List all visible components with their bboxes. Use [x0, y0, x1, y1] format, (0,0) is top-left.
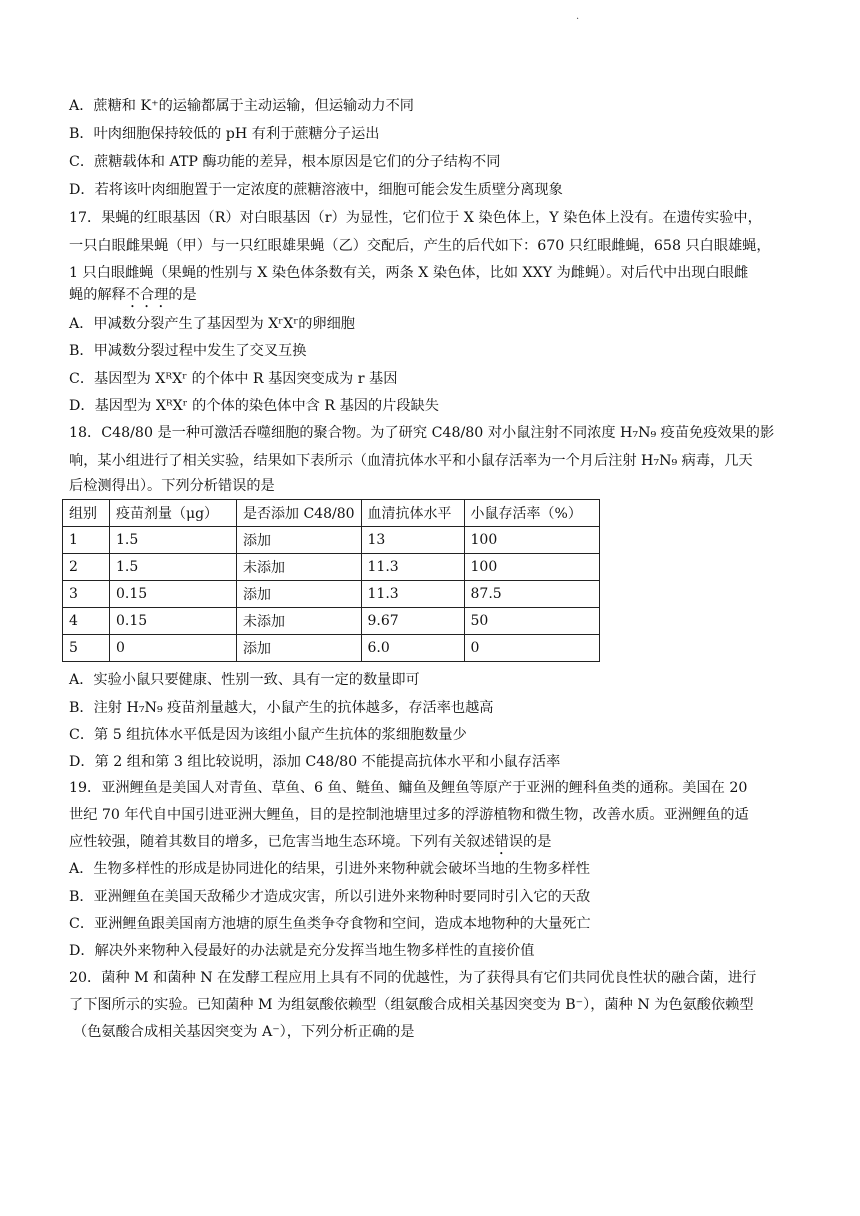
table-cell: 3	[63, 581, 110, 608]
q18-option-c: C．第 5 组抗体水平低是因为该组小鼠产生抗体的浆细胞数量少	[69, 727, 467, 743]
table-cell: 13	[361, 527, 464, 554]
table-row	[63, 635, 600, 662]
q16-option-b: B．叶肉细胞保持较低的 pH 有利于蔗糖分子运出	[69, 126, 380, 142]
q18-stem-line2: 响，某小组进行了相关实验，结果如下表所示（血清抗体水平和小鼠存活率为一个月后注射 H₇N₉ 病毒，几天	[69, 453, 753, 469]
q20-stem-line1: 20．菌种 M 和菌种 N 在发酵工程应用上具有不同的优越性，为了获得具有它们共同优良性状的融合菌，进行	[69, 970, 757, 986]
q19-option-c: C．亚洲鲤鱼跟美国南方池塘的原生鱼类争夺食物和空间，造成本地物种的大量死亡	[69, 916, 591, 932]
table-cell: 添加	[237, 581, 362, 608]
q20-stem-line2: 了下图所示的实验。已知菌种 M 为组氨酸依赖型（组氨酸合成相关基因突变为 B⁻），菌种 N 为色氨酸依赖型	[69, 997, 754, 1013]
q17-option-d: D．基因型为 XᴿXʳ 的个体的染色体中含 R 基因的片段缺失	[69, 398, 439, 414]
table-header-cell: 组别	[63, 500, 110, 527]
table-row	[63, 527, 600, 554]
table-cell: 87.5	[464, 581, 599, 608]
table-cell: 未添加	[237, 608, 362, 635]
table-cell: 50	[464, 608, 599, 635]
q17-option-a: A．甲减数分裂产生了基因型为 XʳXʳ的卵细胞	[69, 316, 355, 332]
table-cell: 5	[63, 635, 110, 662]
header-dot: ·	[576, 14, 580, 25]
table-cell: 未添加	[237, 554, 362, 581]
table-header-cell: 小鼠存活率（%）	[464, 500, 599, 527]
table-cell: 添加	[237, 527, 362, 554]
table-row	[63, 608, 600, 635]
q19-option-d: D．解决外来物种入侵最好的办法就是充分发挥当地生物多样性的直接价值	[69, 943, 535, 959]
table-cell: 0.15	[110, 608, 237, 635]
table-cell: 9.67	[361, 608, 464, 635]
q18-option-a: A．实验小鼠只要健康、性别一致、具有一定的数量即可	[69, 672, 420, 688]
table-cell: 0.15	[110, 581, 237, 608]
q19-stem-line3-post: 误的是	[508, 834, 552, 850]
table-header-cell: 血清抗体水平	[361, 500, 464, 527]
table-cell: 0	[464, 635, 599, 662]
table-cell: 1.5	[110, 554, 237, 581]
q18-stem-line3: 后检测得出）。下列分析错误的是	[69, 478, 275, 494]
table-row	[63, 581, 600, 608]
table-cell: 100	[464, 554, 599, 581]
q20-stem-line3: （色氨酸合成相关基因突变为 A⁻），下列分析正确的是	[73, 1024, 415, 1040]
table-cell: 100	[464, 527, 599, 554]
q18-results-table	[62, 499, 600, 662]
q17-option-c: C．基因型为 XᴿXʳ 的个体中 R 基因突变成为 r 基因	[69, 371, 398, 387]
q19-stem-line3-pre: 应性较强，随着其数目的增多，已危害当地生态环境。下列有关叙述	[69, 834, 495, 850]
table-cell: 1.5	[110, 527, 237, 554]
q19-option-a: A．生物多样性的形成是协同进化的结果，引进外来物种就会破坏当地的生物多样性	[69, 861, 590, 877]
table-row	[63, 554, 600, 581]
table-header-cell: 疫苗剂量（μg）	[110, 500, 237, 527]
table-cell: 添加	[237, 635, 362, 662]
q17-option-b: B．甲减数分裂过程中发生了交叉互换	[69, 343, 307, 359]
q19-stem-line2: 世纪 70 年代自中国引进亚洲大鲤鱼，目的是控制池塘里过多的浮游植物和微生物，改善水质。亚洲鲤鱼的适	[69, 807, 749, 823]
q18-stem-line1: 18．C48/80 是一种可激活吞噬细胞的聚合物。为了研究 C48/80 对小鼠注射不同浓度 H₇N₉ 疫苗免疫效果的影	[69, 425, 775, 441]
q16-option-d: D．若将该叶肉细胞置于一定浓度的蔗糖溶液中，细胞可能会发生质壁分离现象	[69, 182, 563, 198]
q19-stem-line3	[69, 832, 795, 858]
q16-option-c: C．蔗糖载体和 ATP 酶功能的差异，根本原因是它们的分子结构不同	[69, 154, 501, 170]
table-cell: 6.0	[361, 635, 464, 662]
q17-stem-line3: 1 只白眼雌蝇（果蝇的性别与 X 染色体条数有关，两条 X 染色体，比如 XXY 为雌蝇）。对后代中出现白眼雌	[69, 265, 749, 281]
table-cell: 0	[110, 635, 237, 662]
table-header-row	[63, 500, 600, 527]
q17-stem-line4-post: 的是	[168, 287, 197, 303]
q19-stem-line1: 19．亚洲鲤鱼是美国人对青鱼、草鱼、6 鱼、鲢鱼、鳙鱼及鲤鱼等原产于亚洲的鲤科鱼类的通称。美国在 20	[69, 780, 748, 796]
q17-stem-line4-pre: 蝇的解释	[69, 287, 126, 303]
table-cell: 4	[63, 608, 110, 635]
table-cell: 11.3	[361, 554, 464, 581]
q19-emphasis-text: 错	[494, 834, 509, 850]
q17-emphasis-text: 不合理	[125, 287, 169, 303]
q18-option-b: B．注射 H₇N₉ 疫苗剂量越大，小鼠产生的抗体越多，存活率也越高	[69, 700, 494, 716]
q17-stem-line1: 17．果蝇的红眼基因（R）对白眼基因（r）为显性，它们位于 X 染色体上，Y 染色体上没有。在遗传实验中，	[69, 210, 762, 226]
q18-option-d: D．第 2 组和第 3 组比较说明，添加 C48/80 不能提高抗体水平和小鼠存活率	[69, 754, 561, 770]
q16-option-a: A．蔗糖和 K⁺的运输都属于主动运输，但运输动力不同	[69, 98, 414, 114]
q17-stem-line4	[69, 285, 795, 311]
q19-option-b: B．亚洲鲤鱼在美国天敌稀少才造成灾害，所以引进外来物种时要同时引入它的天敌	[69, 889, 591, 905]
table-cell: 2	[63, 554, 110, 581]
table-cell: 1	[63, 527, 110, 554]
table-header-cell: 是否添加 C48/80	[237, 500, 362, 527]
table-cell: 11.3	[361, 581, 464, 608]
q17-stem-line2: 一只白眼雌果蝇（甲）与一只红眼雄果蝇（乙）交配后，产生的后代如下：670 只红眼雌蝇，658 只白眼雄蝇，	[69, 238, 771, 254]
